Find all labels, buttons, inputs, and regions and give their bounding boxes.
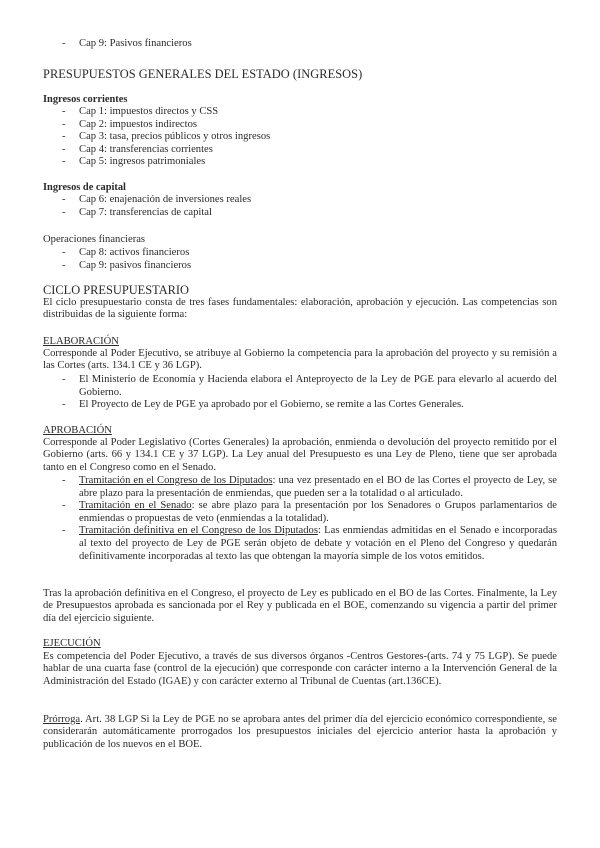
list-item: - El Ministerio de Economía y Hacienda elabora el Anteproyecto de la Ley de PGE para elevarlo al acuerdo del Gobierno. <box>43 374 557 399</box>
ejecucion-heading: EJECUCIÓN <box>43 638 101 649</box>
top-list <box>43 38 557 51</box>
list-item: - Cap 6: enajenación de inversiones reales <box>43 194 557 207</box>
ingresos-corrientes-list <box>43 106 557 169</box>
ingresos-corrientes-title: Ingresos corrientes <box>43 94 128 105</box>
ingresos-capital-list <box>43 194 557 219</box>
list-item: - Cap 4: transferencias corrientes <box>43 144 557 157</box>
aprobacion-list <box>43 475 557 563</box>
elaboracion-text: Corresponde al Poder Ejecutivo, se atribuye al Gobierno la competencia para la aprobación del proyecto y su remisión a las Cortes (arts. 134.1 CE y 36 LGP). <box>43 348 557 372</box>
operaciones-financieras-list <box>43 247 557 272</box>
aprobacion-after: Tras la aprobación definitiva en el Congreso, el proyecto de Ley es publicado en el BO de las Cortes. Finalmente, la Ley de Presupuestos aprobada es sancionada por el Rey y publicada en el BOE, comenzando su vigencia a partir del primer día del ejercicio siguiente. <box>43 588 557 624</box>
aprobacion-heading: APROBACIÓN <box>43 425 112 436</box>
ingresos-title: PRESUPUESTOS GENERALES DEL ESTADO (INGRESOS) <box>43 67 363 81</box>
elaboracion-heading: ELABORACIÓN <box>43 336 119 347</box>
list-item: - Tramitación en el Senado: se abre plazo para la presentación por los Senadores o Grupos parlamentarios de enmiendas o propuestas de veto (enmiendas a la totalidad). <box>43 500 557 525</box>
tramitacion-senado-label: Tramitación en el Senado <box>79 500 192 512</box>
list-item: - Cap 5: ingresos patrimoniales <box>43 156 557 169</box>
list-item: - Tramitación definitiva en el Congreso de los Diputados: Las enmiendas admitidas en el Senado e incorporadas al texto del proyecto de Ley de PGE serán objeto de debate y votación en el Pleno del Congreso y quedarán definitivamente incorporadas al texto las que obtengan la mayoría simple de los votos emitidos. <box>43 525 557 563</box>
list-item: - Cap 7: transferencias de capital <box>43 207 557 220</box>
ejecucion-text: Es competencia del Poder Ejecutivo, a través de sus diversos órganos -Centros Gestores-(arts. 74 y 75 LGP). Se puede hablar de una cuarta fase (control de la ejecución) que corresponde con carácter interno a la Intervención General de la Administración del Estado (IGAE) y con carácter externo al Tribunal de Cuentas (art.136CE). <box>43 651 557 687</box>
ingresos-capital-title: Ingresos de capital <box>43 182 126 193</box>
operaciones-financieras-title: Operaciones financieras <box>43 234 146 245</box>
tramitacion-definitiva-label: Tramitación definitiva en el Congreso de los Diputados <box>79 525 318 537</box>
elaboracion-list <box>43 374 557 412</box>
list-item: - Cap 2: impuestos indirectos <box>43 119 557 132</box>
tramitacion-congreso-label: Tramitación en el Congreso de los Diputados <box>79 475 273 486</box>
aprobacion-text: Corresponde al Poder Legislativo (Cortes Generales) la aprobación, enmienda o devolución del proyecto remitido por el Gobierno (arts. 66 y 134.1 CE y 37 LGP). La Ley anual del Presupuesto es una Ley de Pleno, tiene que ser aprobada tanto en el Congreso como en el Senado. <box>43 437 557 473</box>
list-item: - Tramitación en el Congreso de los Diputados: una vez presentado en el BO de las Cortes el proyecto de Ley, se abre plazo para la presentación de enmiendas, que pueden ser a la totalidad o al articulado. <box>43 475 557 500</box>
list-item: - Cap 1: impuestos directos y CSS <box>43 106 557 119</box>
list-item: - Cap 9: pasivos financieros <box>43 260 557 273</box>
ciclo-title: CICLO PRESUPUESTARIO <box>43 283 189 297</box>
list-item: - Cap 8: activos financieros <box>43 247 557 260</box>
list-item: - Cap 3: tasa, precios públicos y otros ingresos <box>43 131 557 144</box>
list-item: - El Proyecto de Ley de PGE ya aprobado por el Gobierno, se remite a las Cortes Generales. <box>43 399 557 412</box>
ciclo-intro: El ciclo presupuestario consta de tres fases fundamentales: elaboración, aprobación y ejecución. Las competencias son distribuidas de la siguiente forma: <box>43 297 557 321</box>
prorroga-label: Prórroga <box>43 714 81 725</box>
list-item: - Cap 9: Pasivos financieros <box>43 38 557 51</box>
prorroga-paragraph: Prórroga. Art. 38 LGP Si la Ley de PGE no se aprobara antes del primer día del ejercicio económico correspondiente, se considerarán automáticamente prorrogados los presupuestos iniciales del ejercicio anterior hasta la aprobación y publicación de los nuevos en el BOE. <box>43 714 557 750</box>
